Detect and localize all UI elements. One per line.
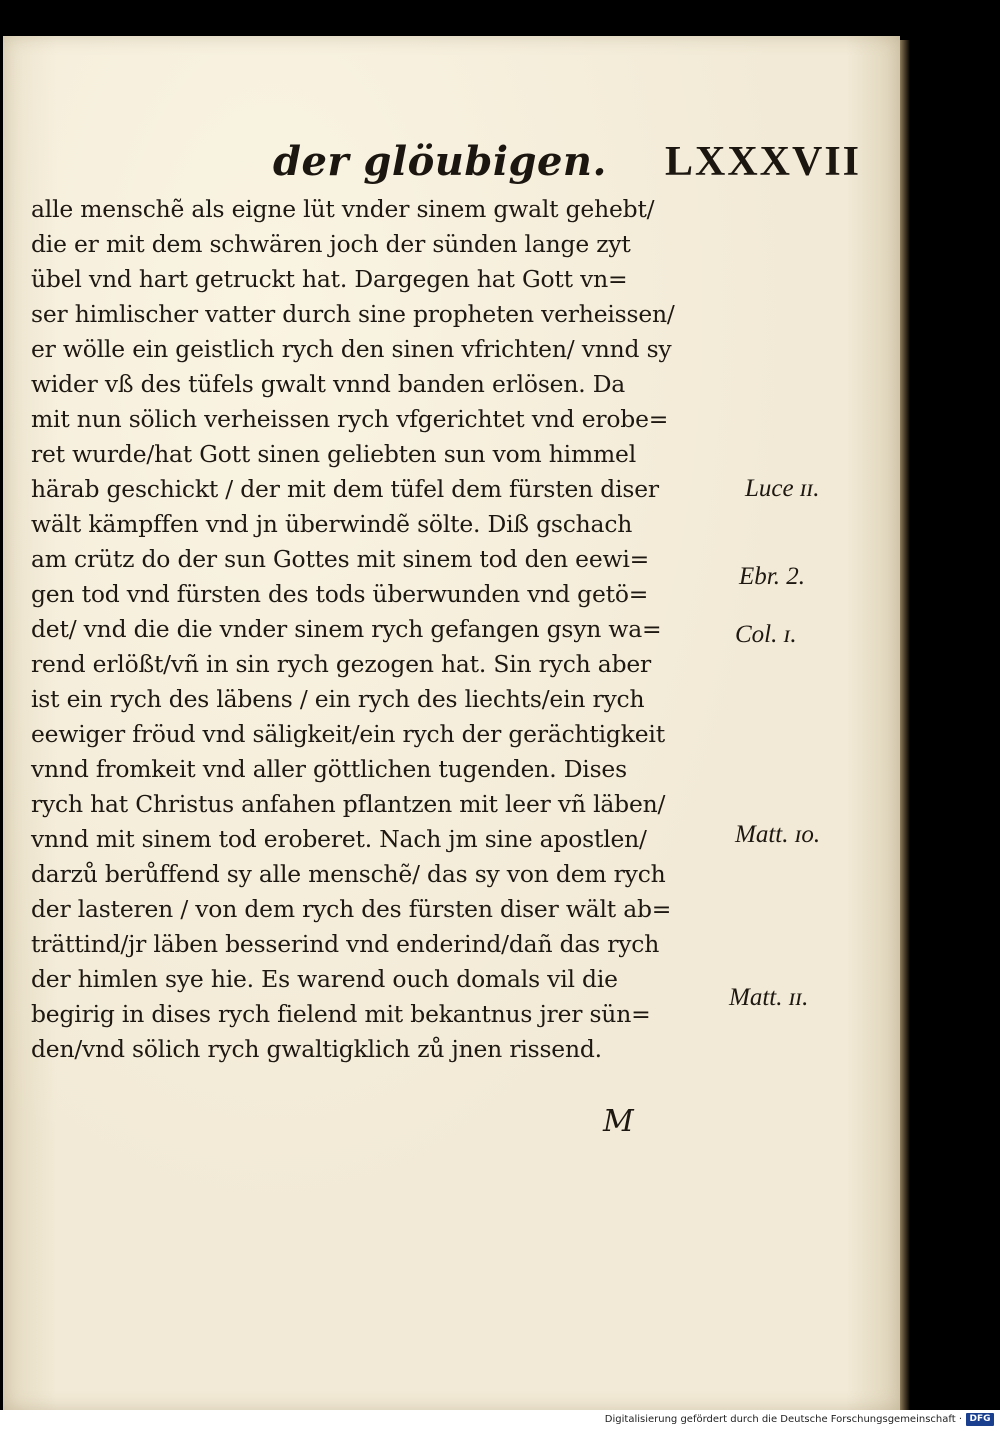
- text-line: mit nun sölich verheissen rych vfgerichtet vnd erobe=: [31, 405, 669, 433]
- text-line: den/vnd sölich rych gwaltigklich zů jnen rissend.: [31, 1035, 602, 1063]
- text-line: ret wurde/hat Gott sinen geliebten sun vom himmel: [31, 440, 637, 468]
- text-line: der himlen sye hie. Es warend ouch domals vil die: [31, 965, 618, 993]
- running-title: der glöubigen.: [273, 138, 607, 185]
- margin-note-matt-11: Matt. ɪɪ.: [729, 984, 809, 1011]
- book-page: [3, 36, 900, 1410]
- text-line: ist ein rych des läbens / ein rych des liechts/ein rych: [31, 685, 645, 713]
- text-line: am crütz do der sun Gottes mit sinem tod den eewi=: [31, 545, 650, 573]
- catchword: M: [603, 1104, 634, 1139]
- text-line: vnnd fromkeit vnd aller göttlichen tugenden. Dises: [31, 755, 627, 783]
- text-line: gen tod vnd fürsten des tods überwunden vnd getö=: [31, 580, 649, 608]
- margin-note-luce: Luce ɪɪ.: [745, 475, 820, 502]
- margin-notes: [3, 36, 900, 1410]
- margin-note-col: Col. ɪ.: [735, 621, 797, 648]
- text-line: übel vnd hart getruckt hat. Dargegen hat Gott vn=: [31, 265, 628, 293]
- text-line: begirig in dises rych fielend mit bekantnus jrer sün=: [31, 1000, 651, 1028]
- footer-bar: [0, 1410, 1000, 1431]
- text-line: die er mit dem schwären joch der sünden lange zyt: [31, 230, 631, 258]
- text-line: trättind/jr läben besserind vnd enderind/dañ das rych: [31, 930, 660, 958]
- text-line: eewiger fröud vnd säligkeit/ein rych der gerächtigkeit: [31, 720, 665, 748]
- text-line: rend erlößt/vñ in sin rych gezogen hat. Sin rych aber: [31, 650, 652, 678]
- text-line: vnnd mit sinem tod eroberet. Nach jm sine apostlen/: [31, 825, 647, 853]
- text-line: darzů berůffend sy alle menschẽ/ das sy von dem rych: [31, 860, 666, 888]
- margin-note-ebr: Ebr. 2.: [739, 563, 805, 590]
- text-line: härab geschickt / der mit dem tüfel dem fürsten diser: [31, 475, 659, 503]
- funding-credit: Digitalisierung gefördert durch die Deutsche Forschungsgemeinschaft ·: [604, 1414, 962, 1425]
- text-line: ser himlischer vatter durch sine propheten verheissen/: [31, 300, 675, 328]
- text-line: wider vß des tüfels gwalt vnnd banden erlösen. Da: [31, 370, 626, 398]
- text-line: der lasteren / von dem rych des fürsten diser wält ab=: [31, 895, 672, 923]
- dfg-logo-icon: DFG: [966, 1413, 994, 1426]
- text-line: er wölle ein geistlich rych den sinen vfrichten/ vnnd sy: [31, 335, 672, 363]
- margin-note-matt-10: Matt. ɪo.: [735, 821, 821, 848]
- book-page-edge: [900, 40, 910, 1410]
- text-line: alle menschẽ als eigne lüt vnder sinem gwalt gehebt/: [31, 195, 655, 223]
- folio-number: LXXXVII: [665, 139, 862, 185]
- text-line: det/ vnd die die vnder sinem rych gefangen gsyn wa=: [31, 615, 662, 643]
- text-line: rych hat Christus anfahen pflantzen mit leer vñ läben/: [31, 790, 666, 818]
- text-line: wält kämpffen vnd jn überwindẽ sölte. Diß gschach: [31, 510, 633, 538]
